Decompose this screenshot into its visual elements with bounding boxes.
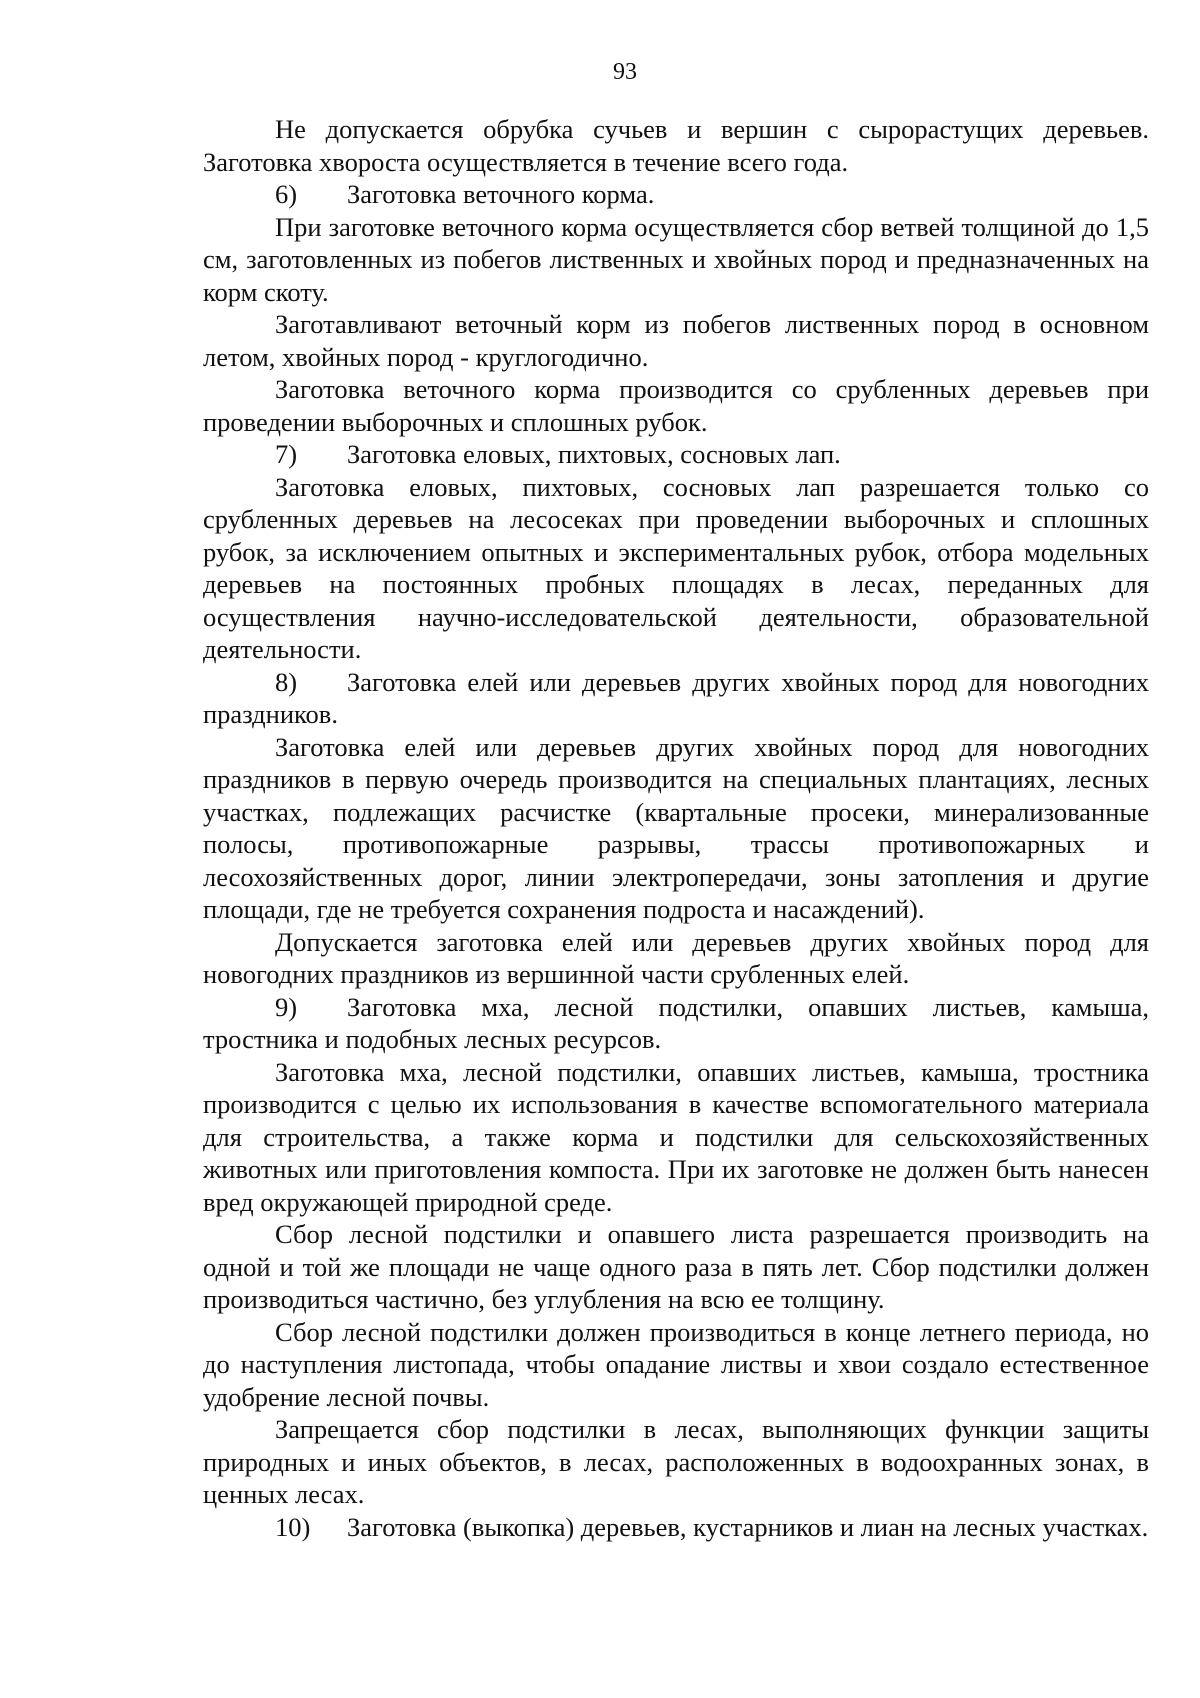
page-number: 93: [613, 59, 637, 85]
list-item-number: 6): [275, 179, 298, 209]
paragraph: Сбор лесной подстилки и опавшего листа разрешается производить на одной и той же площади не чаще одного раза в пять лет. Сбор подстилки должен производиться частично, без углубления на всю ее толщину.: [203, 1219, 1149, 1314]
list-item-number: 8): [275, 666, 298, 697]
paragraph: Заготовка еловых, пихтовых, сосновых лап разрешается только со срубленных деревьев на лесосеках при проведении выборочных и сплошных рубок, за исключением опытных и экспериментальных рубок, отбора модельных деревьев на постоянных пробных площадях в лесах, переданных для осуществления научно-исследовательской деятельности, образовательной деятельности.: [203, 471, 1149, 664]
list-item: [203, 178, 1149, 211]
paragraph: Запрещается сбор подстилки в лесах, выполняющих функции защиты природных и иных объектов, в лесах, расположенных в водоохранных зонах, в ценных лесах.: [203, 1414, 1149, 1509]
list-item: [203, 991, 1149, 1056]
body-text: [203, 113, 1149, 1543]
paragraph: Допускается заготовка елей или деревьев других хвойных пород для новогодних праздников из вершинной части срубленных елей.: [203, 926, 1149, 989]
paragraph: Сбор лесной подстилки должен производиться в конце летнего периода, но до наступления листопада, чтобы опадание листвы и хвои создало естественное удобрение лесной почвы.: [203, 1316, 1149, 1412]
list-item: [203, 438, 1149, 471]
list-item: [203, 1511, 1149, 1544]
paragraph: Заготовка мха, лесной подстилки, опавших листьев, камыша, тростника производится с целью их использования в качестве вспомогательного материала для строительства, а также корма и подстилки для сельскохозяйственных животных или приготовления компоста. При их заготовке не должен быть нанесен вред окружающей природной среде.: [203, 1056, 1149, 1217]
list-item-number: 9): [275, 991, 298, 1022]
list-item-heading: Заготовка елей или деревьев других хвойных пород для новогодних праздников.: [203, 666, 1149, 729]
paragraph: Заготовка елей или деревьев других хвойных пород для новогодних праздников в первую очередь производится на специальных плантациях, лесных участках, подлежащих расчистке (квартальные просеки, минерализованные полосы, противопожарные разрывы, трассы противопожарных и лесохозяйственных дорог, линии электропередачи, зоны затопления и другие площади, где не требуется сохранения подроста и насаждений).: [203, 731, 1149, 924]
list-item-heading: Заготовка еловых, пихтовых, сосновых лап.: [347, 439, 841, 469]
paragraph: Заготавливают веточный корм из побегов лиственных пород в основном летом, хвойных пород - круглогодично.: [203, 309, 1149, 372]
list-item-heading: Заготовка (выкопка) деревьев, кустарников и лиан на лесных участках.: [347, 1511, 1149, 1542]
list-item: [203, 666, 1149, 731]
list-item-number: 7): [275, 439, 298, 469]
paragraph: Не допускается обрубка сучьев и вершин с сырорастущих деревьев. Заготовка хвороста осуществляется в течение всего года.: [203, 114, 1149, 177]
paragraph: При заготовке веточного корма осуществляется сбор ветвей толщиной до 1,5 см, заготовленных из побегов лиственных и хвойных пород и предназначенных на корм скоту.: [203, 211, 1149, 307]
list-item-heading: Заготовка мха, лесной подстилки, опавших листьев, камыша, тростника и подобных лесных ресурсов.: [203, 991, 1149, 1054]
list-item-number: 10): [275, 1511, 311, 1542]
paragraph: Заготовка веточного корма производится со срубленных деревьев при проведении выборочных и сплошных рубок.: [203, 374, 1149, 437]
list-item-heading: Заготовка веточного корма.: [347, 179, 655, 209]
